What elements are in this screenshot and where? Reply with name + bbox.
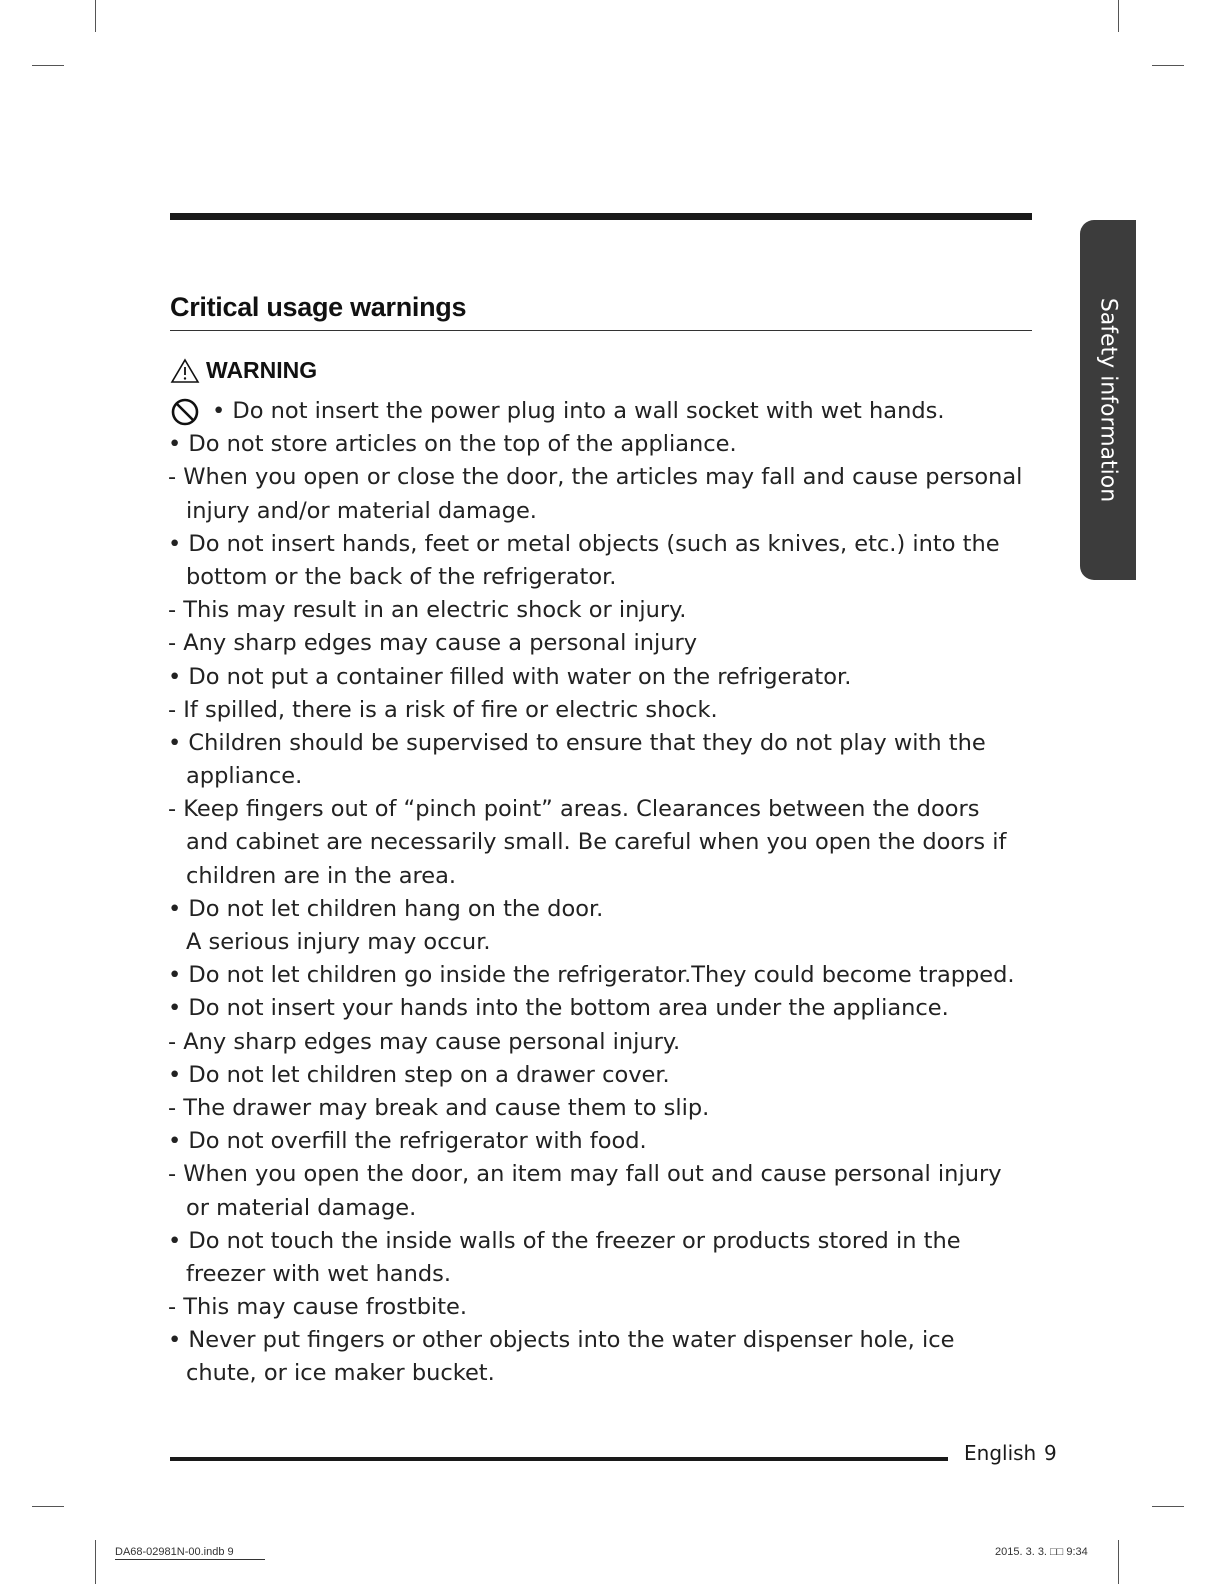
warning-line: • Do not touch the inside walls of the freezer or products stored in the [168, 1227, 961, 1254]
crop-mark [95, 0, 96, 32]
warning-line: - When you open or close the door, the articles may fall and cause personal [168, 464, 1023, 491]
warning-line: • Do not let children go inside the refrigerator.They could become trapped. [168, 962, 1015, 989]
print-slug-date: 2015. 3. 3. □□ 9:34 [995, 1546, 1088, 1558]
crop-mark [95, 1540, 96, 1584]
warning-line: - If spilled, there is a risk of fire or electric shock. [168, 696, 718, 723]
warning-line: • Do not let children hang on the door. [168, 895, 604, 922]
warning-label: WARNING [206, 357, 318, 383]
side-tab-label: Safety information [1095, 297, 1121, 503]
title-underline [170, 330, 1032, 331]
warning-line: - Keep fingers out of “pinch point” areas. Clearances between the doors [168, 796, 980, 823]
header-rule [170, 213, 1032, 220]
prohibition-line [168, 395, 944, 428]
warning-line: injury and/or material damage. [186, 497, 537, 524]
crop-mark [32, 65, 64, 66]
warning-line: • Do not put a container filled with water on the refrigerator. [168, 663, 852, 690]
warning-line [168, 395, 1038, 428]
warning-line: - Any sharp edges may cause a personal injury [168, 630, 698, 657]
warning-line: - The drawer may break and cause them to slip. [168, 1094, 710, 1121]
warning-line: • Never put fingers or other objects into the water dispenser hole, ice [168, 1327, 955, 1354]
warning-line-text: • Do not insert the power plug into a wall socket with wet hands. [212, 398, 945, 424]
warning-line: bottom or the back of the refrigerator. [186, 563, 617, 590]
crop-mark [1118, 0, 1119, 32]
footer-rule [170, 1457, 948, 1461]
warning-line: children are in the area. [186, 862, 457, 889]
warning-line: - Any sharp edges may cause personal injury. [168, 1028, 681, 1055]
warning-line: - This may cause frostbite. [168, 1294, 468, 1321]
warning-line: A serious injury may occur. [186, 929, 491, 955]
crop-mark [1152, 65, 1184, 66]
warning-triangle-icon [170, 358, 200, 384]
print-slug-file: DA68-02981N-00.indb 9 [115, 1546, 234, 1558]
page-number: 9 [1044, 1441, 1057, 1465]
warning-line: • Do not overfill the refrigerator with food. [168, 1128, 647, 1155]
warning-line: • Do not insert your hands into the bottom area under the appliance. [168, 995, 949, 1022]
warning-line: • Do not insert hands, feet or metal objects (such as knives, etc.) into the [168, 530, 1000, 557]
warning-line: freezer with wet hands. [186, 1260, 451, 1287]
warning-line: • Do not store articles on the top of the appliance. [168, 431, 737, 458]
section-title: Critical usage warnings [170, 292, 467, 322]
warning-line: or material damage. [186, 1194, 417, 1221]
warning-line: appliance. [186, 763, 303, 790]
warning-line: • Children should be supervised to ensure that they do not play with the [168, 729, 986, 756]
crop-mark [32, 1506, 64, 1507]
side-tab-safety-information [1080, 220, 1136, 580]
crop-mark [1118, 1540, 1119, 1584]
warning-line: • Do not let children step on a drawer cover. [168, 1061, 670, 1088]
print-slug-rule [115, 1559, 265, 1560]
warning-line: chute, or ice maker bucket. [186, 1360, 495, 1387]
warning-heading [170, 357, 317, 384]
warning-line: and cabinet are necessarily small. Be careful when you open the doors if [186, 829, 1007, 856]
warning-line: - When you open the door, an item may fall out and cause personal injury [168, 1161, 1002, 1188]
warning-list [168, 395, 1038, 1391]
footer-language: English [964, 1441, 1037, 1465]
prohibition-icon [170, 397, 200, 427]
warning-line: - This may result in an electric shock or injury. [168, 597, 687, 624]
crop-mark [1152, 1506, 1184, 1507]
